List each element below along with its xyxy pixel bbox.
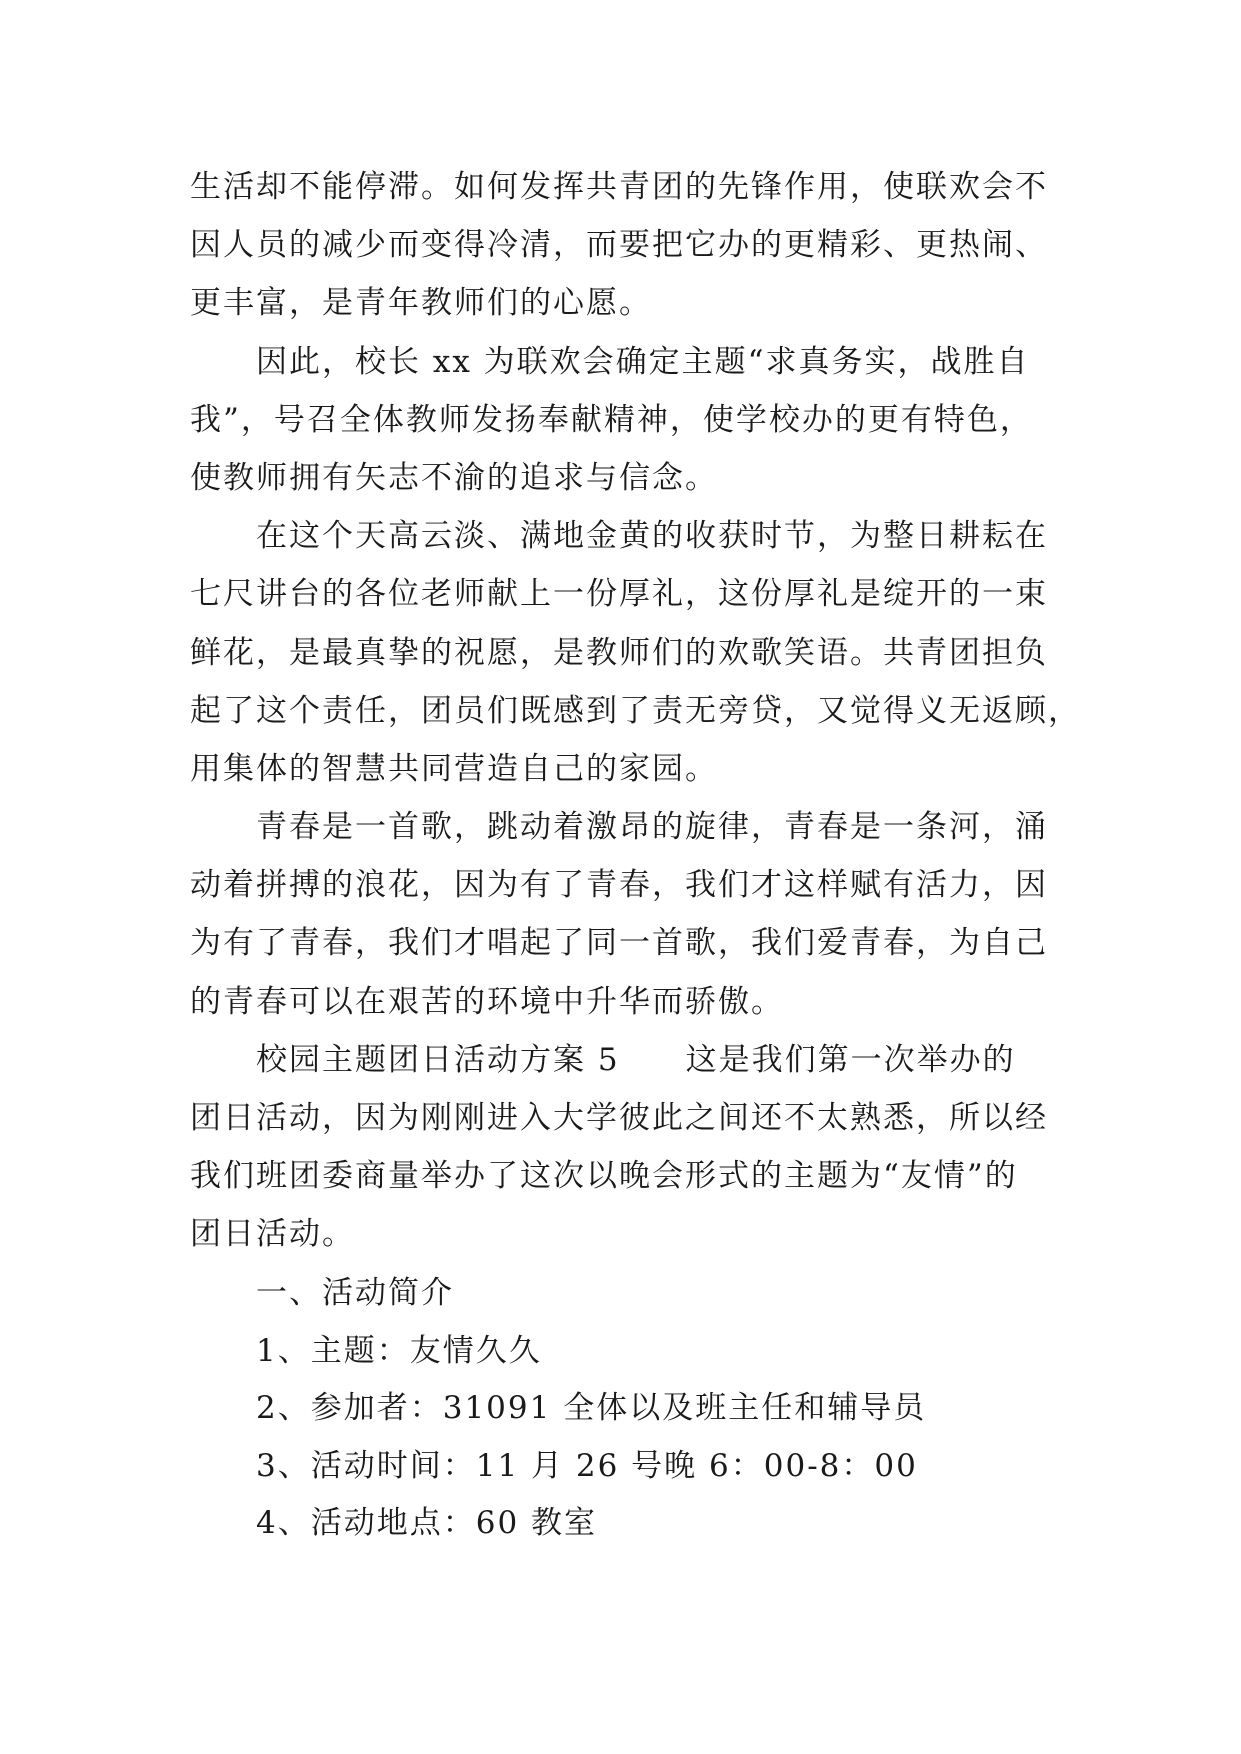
list-item: 1、主题：友情久久 <box>256 1332 542 1369</box>
paragraph-1-line-3: 更丰富，是青年教师们的心愿。 <box>190 285 652 322</box>
paragraph-3-line-2: 七尺讲台的各位老师献上一份厚礼，这份厚礼是绽开的一束 <box>190 576 1048 613</box>
list-item: 4、活动地点：60 教室 <box>256 1505 598 1541</box>
paragraph-2-line-1: 因此，校长 xx 为联欢会确定主题“求真务实，战胜自 <box>256 343 1030 380</box>
list-heading: 一、活动简介 <box>256 1275 454 1311</box>
paragraph-1-line-2: 因人员的减少而变得冷清，而要把它办的更精彩、更热闹、 <box>190 227 1048 264</box>
paragraph-4-line-3: 为有了青春，我们才唱起了同一首歌，我们爱青春，为自己 <box>190 925 1048 962</box>
paragraph-4-line-4: 的青春可以在艰苦的环境中升华而骄傲。 <box>190 983 784 1020</box>
paragraph-3-line-1: 在这个天高云淡、满地金黄的收获时节，为整日耕耘在 <box>256 518 1048 555</box>
paragraph-3-line-3: 鲜花，是最真挚的祝愿，是教师们的欢歌笑语。共青团担负 <box>190 634 1048 671</box>
list-item: 3、活动时间：11 月 26 号晚 6：00-8：00 <box>256 1447 918 1484</box>
activity-list <box>190 1265 1050 1553</box>
paragraph-3-line-5: 用集体的智慧共同营造自己的家园。 <box>190 750 718 787</box>
paragraph-1-line-1: 生活却不能停滞。如何发挥共青团的先锋作用，使联欢会不 <box>190 169 1048 205</box>
paragraph-4-line-2: 动着拼搏的浪花，因为有了青春，我们才这样赋有活力，因 <box>190 867 1048 904</box>
list-item: 2、参加者：31091 全体以及班主任和辅导员 <box>256 1390 927 1426</box>
paragraph-2-line-3: 使教师拥有矢志不渝的追求与信念。 <box>190 459 718 496</box>
paragraph-3-line-4: 起了这个责任，团员们既感到了责无旁贷，又觉得义无返顾， <box>190 692 1081 729</box>
paragraph-4-line-1: 青春是一首歌，跳动着激昂的旋律，青春是一条河，涌 <box>256 809 1048 846</box>
paragraph-5-line-2: 团日活动，因为刚刚进入大学彼此之间还不太熟悉，所以经 <box>190 1100 1048 1136</box>
document-body <box>190 158 1081 1264</box>
paragraph-5-line-3: 我们班团委商量举办了这次以晚会形式的主题为“友情”的 <box>190 1158 1018 1195</box>
paragraph-5-line-1: 校园主题团日活动方案 5 这是我们第一次举办的 <box>256 1041 1016 1078</box>
paragraph-2-line-2: 我”，号召全体教师发扬奉献精神，使学校办的更有特色， <box>190 401 1033 438</box>
paragraph-5-line-4: 团日活动。 <box>190 1216 355 1253</box>
